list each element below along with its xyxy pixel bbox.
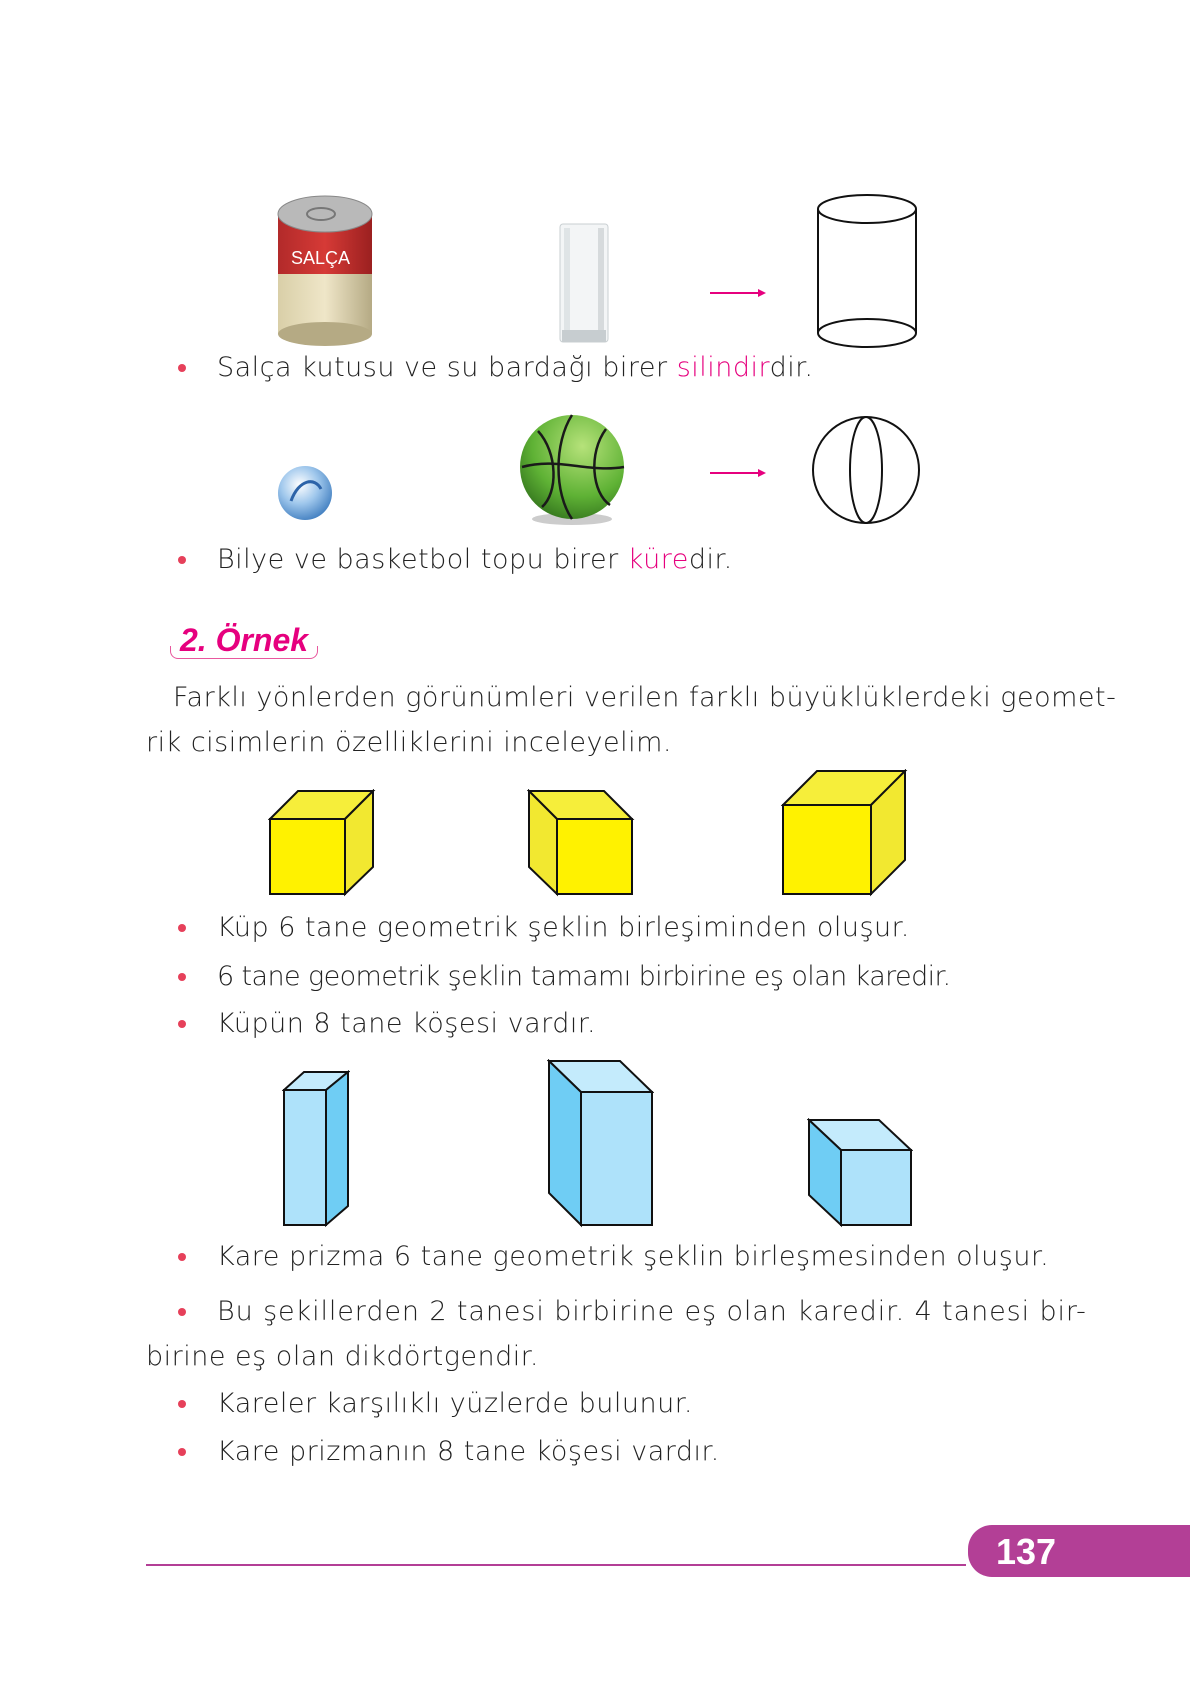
paragraph-line: Farklı yönlerden görünümleri verilen farklı büyüklüklerdeki geomet- [173, 682, 1117, 713]
bullet-icon [178, 1308, 186, 1316]
basketball-image [518, 413, 626, 527]
highlight-term: silindir [676, 352, 770, 383]
sphere-statement [217, 546, 733, 573]
footer-rule [146, 1564, 966, 1566]
text: dir. [688, 544, 733, 575]
bullet-icon [178, 924, 186, 932]
prism-fact: Kareler karşılıklı yüzlerde bulunur. [217, 1388, 693, 1419]
bullet-icon [178, 1253, 186, 1261]
cylinder-statement [217, 354, 814, 381]
tomato-paste-can-image [276, 194, 374, 348]
bullet-icon [178, 1020, 186, 1028]
bullet-icon [178, 1448, 186, 1456]
text: Salça kutusu ve su bardağı birer [217, 352, 677, 383]
square-prism-image-1 [282, 1070, 350, 1228]
cube-fact: Küpün 8 tane köşesi vardır. [217, 1008, 597, 1039]
paragraph-line: rik cisimlerin özelliklerini inceleyelim. [146, 727, 672, 758]
square-prism-image-2 [547, 1059, 654, 1228]
prism-fact: Bu şekillerden 2 tanesi birbirine eş olan karedir. 4 tanesi bir- [217, 1296, 1087, 1327]
cube-fact: 6 tane geometrik şeklin tamamı birbirine eş olan karedir. [217, 961, 951, 992]
prism-fact: Kare prizma 6 tane geometrik şeklin birleşmesinden oluşur. [217, 1241, 1050, 1272]
page-number: 137 [996, 1531, 1057, 1572]
cube-fact: Küp 6 tane geometrik şeklin birleşiminden oluşur. [217, 912, 910, 943]
text: dir. [769, 352, 814, 383]
sphere-diagram [810, 414, 922, 526]
arrow-right-icon [710, 286, 768, 300]
cube-image-1 [268, 789, 376, 897]
heading-underline [170, 646, 318, 659]
prism-fact-continued: birine eş olan dikdörtgendir. [146, 1341, 539, 1372]
cube-image-3 [781, 769, 909, 897]
text: Bilye ve basketbol topu birer [217, 544, 628, 575]
bullet-icon [178, 556, 186, 564]
arrow-right-icon [710, 466, 768, 480]
water-glass-image [558, 222, 610, 346]
bullet-icon [178, 364, 186, 372]
square-prism-image-3 [807, 1118, 913, 1228]
example-heading: 2. Örnek [180, 622, 309, 658]
bullet-icon [178, 1400, 186, 1408]
prism-fact: Kare prizmanın 8 tane köşesi vardır. [217, 1436, 720, 1467]
marble-image [277, 465, 333, 523]
bullet-icon [178, 973, 186, 981]
can-label: SALÇA [291, 248, 351, 268]
page-number-tab [968, 1525, 1190, 1577]
cylinder-diagram [815, 193, 919, 351]
cube-image-2 [527, 789, 635, 897]
highlight-term: küre [627, 544, 689, 575]
